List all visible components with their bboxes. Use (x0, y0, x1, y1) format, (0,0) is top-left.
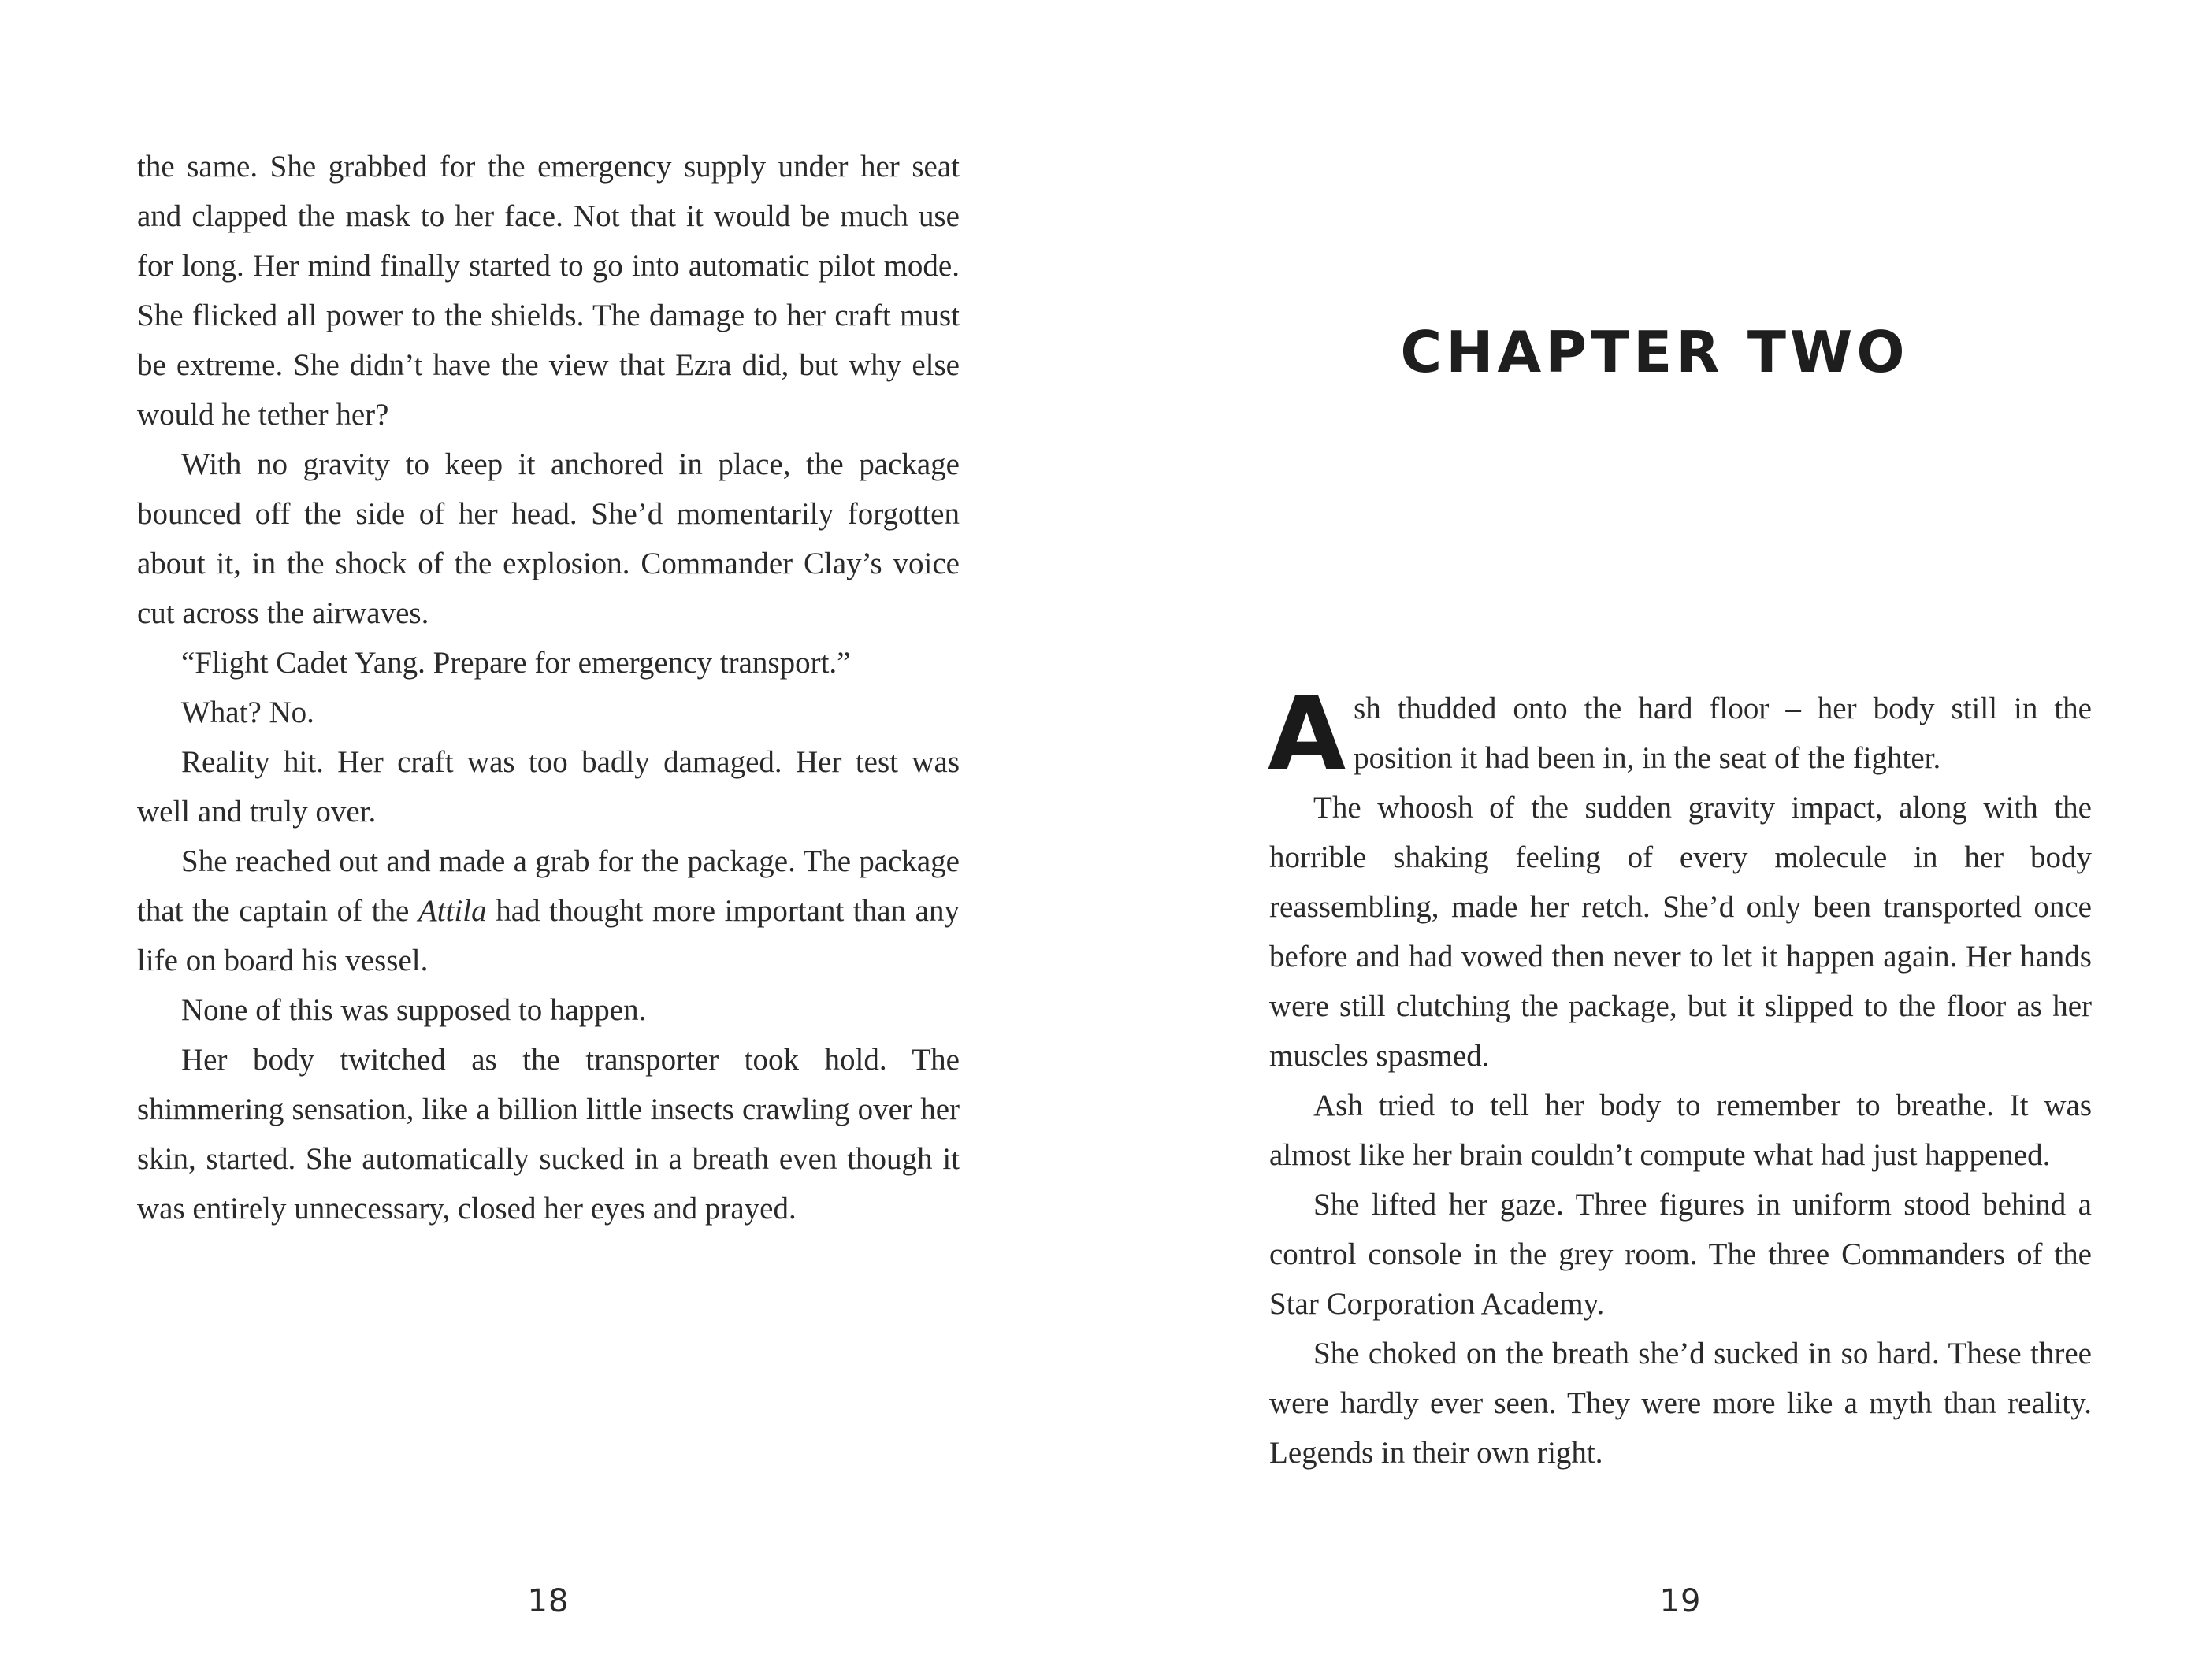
paragraph (137, 836, 960, 985)
paragraph: Her body twitched as the transporter took hold. The shimmering sensation, like a billion little insects crawling over her skin, started. She automatically sucked in a breath even though it was entirely unnecessary, closed her eyes and prayed. (137, 1043, 960, 1226)
paragraph: She lifted her gaze. Three figures in uniform stood behind a control console in the grey room. The three Commanders of the Star Corporation Academy. (1269, 1188, 2092, 1321)
paragraph-text: She reached out and made a grab for the package. The package that the captain of the (137, 844, 960, 928)
page-number: 19 (1659, 1583, 1702, 1619)
paragraph: Ash tried to tell her body to remember to breathe. It was almost like her brain couldn’t compute what had just happened. (1269, 1088, 2092, 1172)
left-page-text (137, 142, 960, 1233)
paragraph: With no gravity to keep it anchored in place, the package bounced off the side of her head. She’d momentarily forgotten about it, in the shock of the explosion. Commander Clay’s voice cut across the airwaves. (137, 447, 960, 630)
paragraph: “Flight Cadet Yang. Prepare for emergency transport.” (181, 646, 851, 680)
page-number: 18 (527, 1583, 570, 1619)
paragraph-text: had thought more important than any life on board his vessel. (137, 894, 960, 977)
paragraph-text: sh thudded onto the hard floor – her body still in the position it had been in, in the seat of the fighter. (1354, 692, 2092, 775)
paragraph: the same. She grabbed for the emergency supply under her seat and clapped the mask to her face. Not that it would be much use for long. Her mind finally started to go into automatic pilot mode. She flicked all power to the shields. The damage to her craft must be extreme. She didn’t have the view that Ezra did, but why else would he tether her? (137, 150, 960, 432)
paragraph: What? No. (181, 695, 314, 729)
paragraph: The whoosh of the sudden gravity impact, along with the horrible shaking feeling of every molecule in her body reassembling, made her retch. She’d only been transported once before and had vowed then never to let it happen again. Her hands were still clutching the package, but it slipped to the floor as her muscles spasmed. (1269, 791, 2092, 1073)
paragraph: Reality hit. Her craft was too badly damaged. Her test was well and truly over. (137, 745, 960, 829)
opening-paragraph (1268, 676, 2092, 793)
chapter-title: CHAPTER TWO (1400, 319, 1909, 385)
right-page (1103, 0, 2206, 1680)
drop-cap: A (1268, 676, 1346, 793)
paragraph: None of this was supposed to happen. (181, 993, 647, 1027)
paragraph: She choked on the breath she’d sucked in so hard. These three were hardly ever seen. They were more like a myth than reality. Legends in their own right. (1269, 1337, 2092, 1470)
right-page-text (1268, 676, 2092, 1478)
ship-name: Attila (418, 894, 487, 928)
